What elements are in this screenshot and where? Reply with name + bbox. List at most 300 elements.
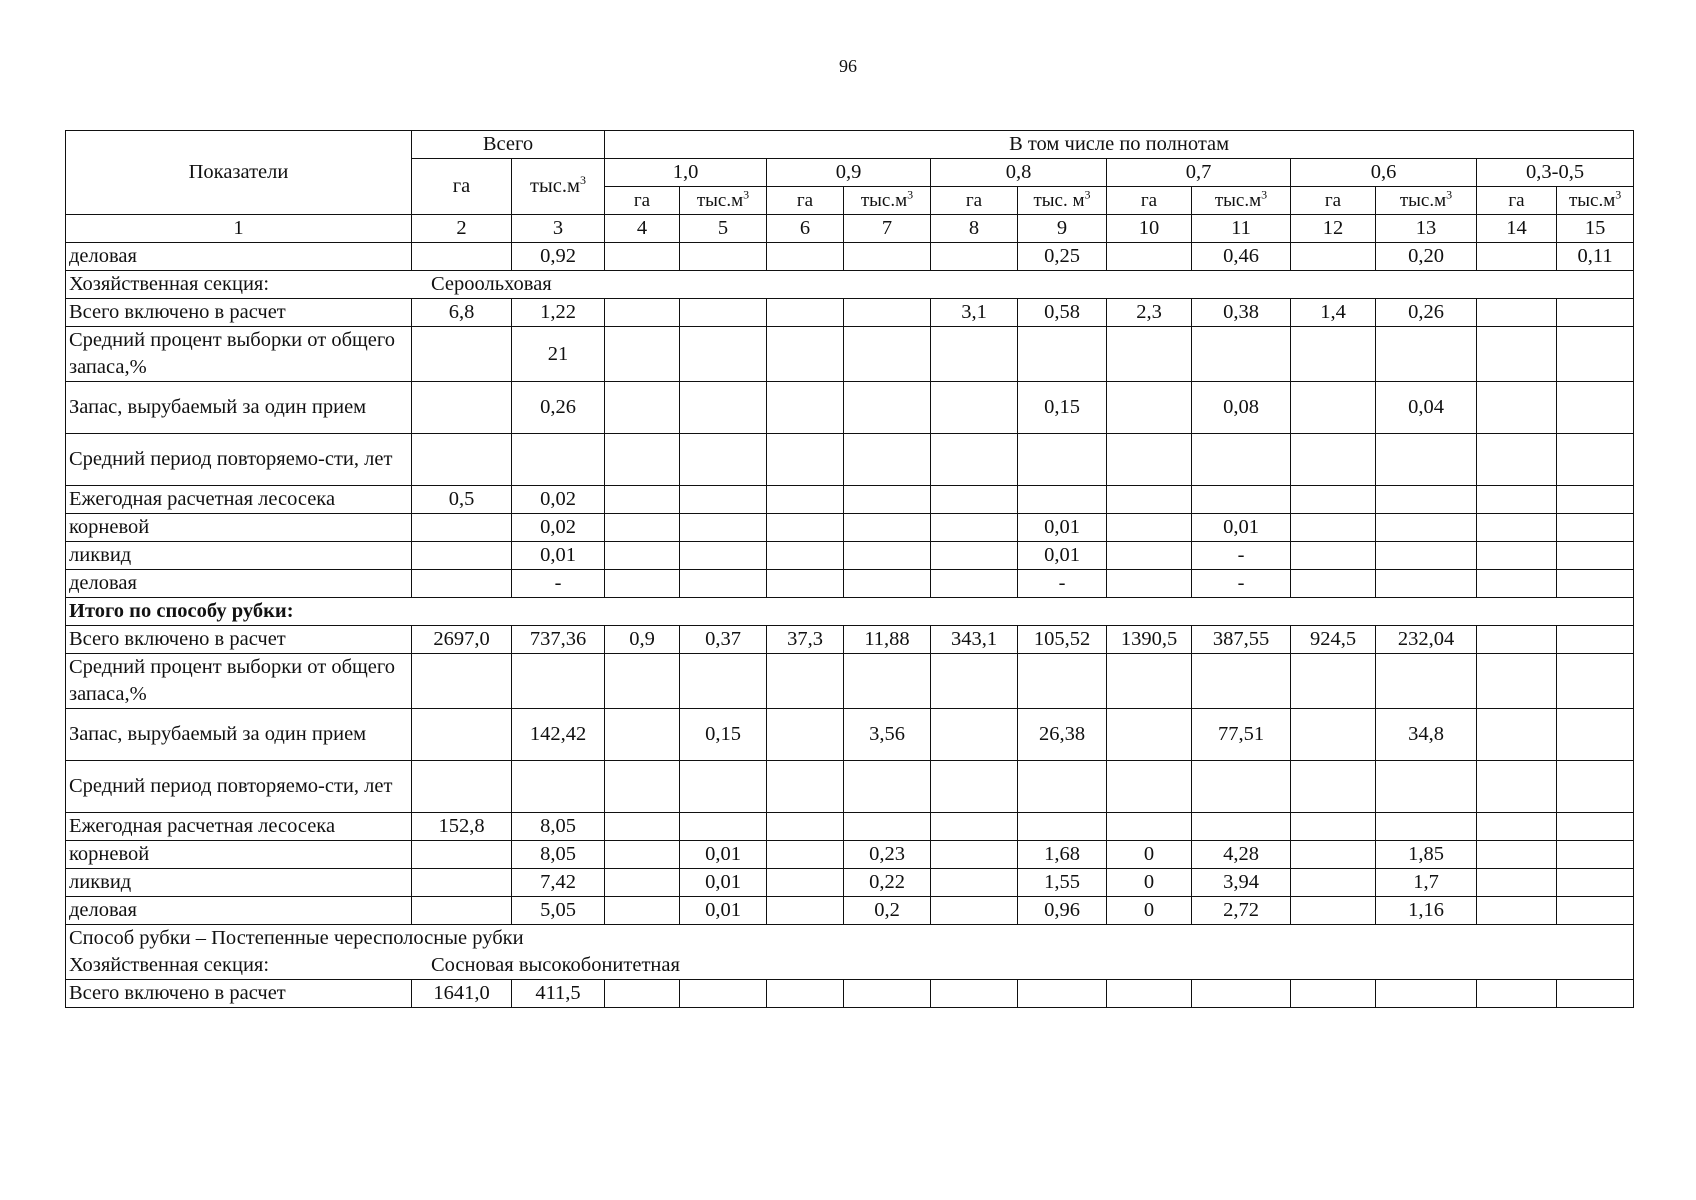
table-cell: [1477, 761, 1557, 813]
table-cell: [767, 813, 844, 841]
table-cell: [1192, 654, 1291, 709]
table-cell: [1018, 980, 1107, 1008]
table-cell: [1107, 980, 1192, 1008]
row-label: ликвид: [66, 542, 412, 570]
table-cell: 2,72: [1192, 897, 1291, 925]
table-cell: [605, 486, 680, 514]
table-cell: [605, 327, 680, 382]
table-cell: [412, 382, 512, 434]
table-cell: 142,42: [512, 709, 605, 761]
table-row: [66, 327, 1634, 382]
table-cell: [1107, 813, 1192, 841]
table-cell: [844, 813, 931, 841]
table-row: [66, 626, 1634, 654]
table-cell: [605, 761, 680, 813]
table-cell: 6,8: [412, 299, 512, 327]
table-cell: 1,68: [1018, 841, 1107, 869]
table-cell: [605, 813, 680, 841]
table-row: [66, 813, 1634, 841]
row-label: Всего включено в расчет: [66, 980, 412, 1008]
table-cell: [412, 434, 512, 486]
header-unit-ha: га: [605, 187, 680, 215]
table-cell: [931, 980, 1018, 1008]
table-cell: [1291, 869, 1376, 897]
table-row: [66, 709, 1634, 761]
section-label: Хозяйственная секция:: [69, 273, 270, 295]
row-label: Ежегодная расчетная лесосека: [66, 813, 412, 841]
table-cell: [931, 382, 1018, 434]
table-cell: [412, 709, 512, 761]
table-cell: [1192, 486, 1291, 514]
table-cell: 0,2: [844, 897, 931, 925]
table-cell: 0,02: [512, 486, 605, 514]
table-cell: [1291, 897, 1376, 925]
table-cell: 0,01: [680, 841, 767, 869]
table-cell: 8,05: [512, 813, 605, 841]
table-cell: [1557, 813, 1634, 841]
table-cell: [844, 514, 931, 542]
table-cell: [1291, 514, 1376, 542]
table-cell: 0,58: [1018, 299, 1107, 327]
header-unit-m3-sup: 3: [1615, 187, 1622, 202]
table-cell: 1,4: [1291, 299, 1376, 327]
table-cell: [1107, 542, 1192, 570]
row-label: деловая: [66, 243, 412, 271]
table-cell: [931, 869, 1018, 897]
table-cell: [1291, 382, 1376, 434]
table-cell: [680, 570, 767, 598]
table-cell: 1,16: [1376, 897, 1477, 925]
table-cell: [844, 434, 931, 486]
table-cell: 0,15: [1018, 382, 1107, 434]
column-number: 7: [844, 215, 931, 243]
table-cell: [1477, 654, 1557, 709]
table-cell: 0,26: [1376, 299, 1477, 327]
table-cell: [680, 514, 767, 542]
table-cell: 152,8: [412, 813, 512, 841]
table-cell: 2697,0: [412, 626, 512, 654]
table-cell: [1477, 299, 1557, 327]
table-cell: [1477, 897, 1557, 925]
table-cell: 0: [1107, 897, 1192, 925]
row-label: Всего включено в расчет: [66, 626, 412, 654]
header-unit-m3-text: тыс.м: [696, 190, 744, 211]
header-unit-m3-text: тыс.м: [860, 190, 908, 211]
table-cell: [680, 980, 767, 1008]
table-cell: -: [1018, 570, 1107, 598]
table-cell: 411,5: [512, 980, 605, 1008]
table-cell: [767, 542, 844, 570]
row-label: корневой: [66, 841, 412, 869]
table-cell: [1107, 327, 1192, 382]
header-by-density: В том числе по полнотам: [605, 131, 1634, 159]
column-number: 12: [1291, 215, 1376, 243]
table-cell: [931, 514, 1018, 542]
table-cell: [412, 654, 512, 709]
table-cell: [412, 761, 512, 813]
table-cell: [1477, 570, 1557, 598]
column-number: 11: [1192, 215, 1291, 243]
table-cell: [1557, 382, 1634, 434]
table-cell: [605, 980, 680, 1008]
header-unit-ha: га: [1107, 187, 1192, 215]
table-cell: [931, 709, 1018, 761]
table-cell: [931, 434, 1018, 486]
table-cell: [931, 654, 1018, 709]
table-cell: 0,26: [512, 382, 605, 434]
table-row: [66, 980, 1634, 1008]
table-cell: [1107, 709, 1192, 761]
table-cell: [1291, 434, 1376, 486]
table-cell: [1477, 709, 1557, 761]
table-cell: 3,94: [1192, 869, 1291, 897]
table-cell: [931, 761, 1018, 813]
table-cell: [1291, 654, 1376, 709]
table-cell: [767, 570, 844, 598]
table-cell: [680, 327, 767, 382]
table-cell: [1557, 709, 1634, 761]
column-number: 13: [1376, 215, 1477, 243]
header-unit-m3-text: тыс.м: [1214, 190, 1262, 211]
table-cell: [931, 486, 1018, 514]
table-cell: [1376, 761, 1477, 813]
header-unit-ha: га: [1291, 187, 1376, 215]
header-unit-m3-text: тыс. м: [1033, 190, 1085, 211]
row-label: Запас, вырубаемый за один прием: [66, 709, 412, 761]
table-cell: [1477, 869, 1557, 897]
table-row: [66, 243, 1634, 271]
table-row: [66, 271, 1634, 299]
table-cell: 3,1: [931, 299, 1018, 327]
column-number: 1: [66, 215, 412, 243]
table-cell: 0,22: [844, 869, 931, 897]
table-cell: [1291, 841, 1376, 869]
table-cell: [1557, 514, 1634, 542]
table-row: [66, 925, 1634, 980]
table-cell: [1376, 434, 1477, 486]
table-cell: [1477, 327, 1557, 382]
header-unit-m3-sup: 3: [1446, 187, 1453, 202]
table-cell: 8,05: [512, 841, 605, 869]
header-unit-m3: [680, 187, 767, 215]
table-cell: [844, 243, 931, 271]
table-cell: 0,01: [1018, 514, 1107, 542]
table-cell: [1477, 542, 1557, 570]
table-cell: [680, 299, 767, 327]
table-cell: [844, 327, 931, 382]
table-cell: [605, 570, 680, 598]
table-cell: [1107, 486, 1192, 514]
table-cell: 0,02: [512, 514, 605, 542]
table-cell: 232,04: [1376, 626, 1477, 654]
table-row: [66, 542, 1634, 570]
table-cell: [605, 434, 680, 486]
table-cell: [1477, 243, 1557, 271]
table-cell: [1557, 897, 1634, 925]
table-cell: 0,9: [605, 626, 680, 654]
table-cell: [1376, 813, 1477, 841]
column-number: 6: [767, 215, 844, 243]
header-unit-m3: [1018, 187, 1107, 215]
table-cell: [1192, 813, 1291, 841]
table-cell: -: [1192, 570, 1291, 598]
column-number: 5: [680, 215, 767, 243]
section-row-content: [69, 271, 1630, 298]
table-cell: [931, 841, 1018, 869]
row-label: ликвид: [66, 869, 412, 897]
header-density-2: 0,9: [767, 159, 931, 187]
table-cell: [605, 897, 680, 925]
table-cell: [512, 654, 605, 709]
table-row: [66, 869, 1634, 897]
table-cell: [1477, 514, 1557, 542]
table-cell: [512, 761, 605, 813]
header-total: Всего: [412, 131, 605, 159]
table-cell: [605, 542, 680, 570]
table-cell: 0,01: [680, 869, 767, 897]
table-row: [66, 841, 1634, 869]
table-cell: [844, 980, 931, 1008]
table-cell: 26,38: [1018, 709, 1107, 761]
header-density-6: 0,3-0,5: [1477, 159, 1634, 187]
table-cell: [1107, 514, 1192, 542]
table-cell: [767, 869, 844, 897]
header-unit-ha: га: [767, 187, 844, 215]
table-row: [66, 897, 1634, 925]
table-cell: [1376, 514, 1477, 542]
table-cell: [680, 486, 767, 514]
cutting-table: [65, 130, 1634, 1008]
table-cell: 0,46: [1192, 243, 1291, 271]
table-cell: [1291, 980, 1376, 1008]
table-cell: [1291, 486, 1376, 514]
method-row: [66, 925, 1634, 980]
table-cell: 1,55: [1018, 869, 1107, 897]
table-cell: [1557, 299, 1634, 327]
column-number: 10: [1107, 215, 1192, 243]
table-cell: [1557, 486, 1634, 514]
table-cell: 34,8: [1376, 709, 1477, 761]
table-cell: 4,28: [1192, 841, 1291, 869]
table-cell: 21: [512, 327, 605, 382]
header-indicators: Показатели: [66, 131, 412, 215]
table-cell: 0,11: [1557, 243, 1634, 271]
table-cell: 11,88: [844, 626, 931, 654]
row-label: Средний процент выборки от общего запаса,%: [66, 654, 412, 709]
table-cell: [931, 897, 1018, 925]
table-cell: [1291, 813, 1376, 841]
table-cell: [1557, 761, 1634, 813]
table-cell: 0,23: [844, 841, 931, 869]
table-cell: [412, 327, 512, 382]
table-cell: [931, 570, 1018, 598]
table-cell: [680, 654, 767, 709]
table-cell: 0: [1107, 869, 1192, 897]
table-cell: 387,55: [1192, 626, 1291, 654]
table-cell: 7,42: [512, 869, 605, 897]
table-row: [66, 598, 1634, 626]
header-unit-m3-sup: 3: [1084, 187, 1091, 202]
section-value: Сосновая высокобонитетная: [431, 954, 680, 976]
table-cell: [605, 841, 680, 869]
row-label: Ежегодная расчетная лесосека: [66, 486, 412, 514]
table-cell: [605, 514, 680, 542]
table-cell: 5,05: [512, 897, 605, 925]
table-cell: [1291, 709, 1376, 761]
table-cell: 737,36: [512, 626, 605, 654]
row-label: Средний период повторяемо-сти, лет: [66, 761, 412, 813]
table-cell: 1,7: [1376, 869, 1477, 897]
header-total-ha: га: [412, 159, 512, 215]
table-cell: [1291, 570, 1376, 598]
table-cell: 924,5: [1291, 626, 1376, 654]
table-cell: [1477, 980, 1557, 1008]
table-cell: [1557, 980, 1634, 1008]
row-label: Всего включено в расчет: [66, 299, 412, 327]
table-cell: [1557, 626, 1634, 654]
subtotal-title: Итого по способу рубки:: [66, 598, 1634, 626]
table-cell: [1376, 327, 1477, 382]
table-cell: [1376, 486, 1477, 514]
section-row: [66, 271, 1634, 299]
table-cell: 3,56: [844, 709, 931, 761]
table-cell: [1477, 382, 1557, 434]
table-cell: 0,25: [1018, 243, 1107, 271]
table-cell: [767, 486, 844, 514]
table-cell: [1376, 570, 1477, 598]
table-cell: [1107, 434, 1192, 486]
table-cell: [1107, 382, 1192, 434]
table-cell: [1557, 327, 1634, 382]
table-cell: [1018, 654, 1107, 709]
table-cell: 0: [1107, 841, 1192, 869]
table-cell: [1192, 761, 1291, 813]
table-cell: [680, 434, 767, 486]
table-cell: [1477, 813, 1557, 841]
header-unit-ha: га: [931, 187, 1018, 215]
table-cell: [931, 813, 1018, 841]
row-label: Средний процент выборки от общего запаса,%: [66, 327, 412, 382]
page-number: 96: [839, 56, 857, 76]
table-cell: [1192, 980, 1291, 1008]
header-unit-m3-text: тыс.м: [1568, 190, 1616, 211]
row-label: деловая: [66, 897, 412, 925]
table-row: [66, 654, 1634, 709]
cutting-method: Способ рубки – Постепенные чересполосные рубки: [69, 927, 524, 949]
table-cell: 0,01: [512, 542, 605, 570]
header-unit-m3: [1192, 187, 1291, 215]
table-cell: 1,22: [512, 299, 605, 327]
table-cell: [1018, 813, 1107, 841]
header-unit-m3: [844, 187, 931, 215]
table-cell: [412, 869, 512, 897]
table-cell: [1291, 542, 1376, 570]
table-cell: 0,04: [1376, 382, 1477, 434]
header-unit-ha: га: [1477, 187, 1557, 215]
header-density-3: 0,8: [931, 159, 1107, 187]
table-cell: 0,01: [1192, 514, 1291, 542]
column-number: 15: [1557, 215, 1634, 243]
table-cell: -: [512, 570, 605, 598]
row-label: Средний период повторяемо-сти, лет: [66, 434, 412, 486]
table-cell: -: [1192, 542, 1291, 570]
table-cell: 0,08: [1192, 382, 1291, 434]
header-density-4: 0,7: [1107, 159, 1291, 187]
table-cell: [605, 299, 680, 327]
table-cell: 1,85: [1376, 841, 1477, 869]
table-cell: [1376, 654, 1477, 709]
table-cell: 37,3: [767, 626, 844, 654]
table-cell: 0,01: [680, 897, 767, 925]
table-cell: [767, 514, 844, 542]
table-row: [66, 299, 1634, 327]
table-cell: [1557, 869, 1634, 897]
table-cell: 343,1: [931, 626, 1018, 654]
table-cell: [844, 570, 931, 598]
table-cell: [680, 761, 767, 813]
table-row: [66, 434, 1634, 486]
section-value: Сероольховая: [431, 273, 552, 295]
column-number: 2: [412, 215, 512, 243]
row-label: Запас, вырубаемый за один прием: [66, 382, 412, 434]
table-cell: [680, 813, 767, 841]
table-cell: [605, 654, 680, 709]
table-row: [66, 761, 1634, 813]
table-cell: [605, 382, 680, 434]
table-cell: [412, 243, 512, 271]
table-cell: [412, 841, 512, 869]
table-cell: [1557, 841, 1634, 869]
table-cell: [412, 542, 512, 570]
table-cell: [605, 869, 680, 897]
table-cell: [844, 761, 931, 813]
table-cell: 0,5: [412, 486, 512, 514]
table-cell: [1107, 243, 1192, 271]
table-cell: [767, 327, 844, 382]
table-cell: [1192, 327, 1291, 382]
table-cell: [767, 382, 844, 434]
table-cell: [1376, 980, 1477, 1008]
table-cell: [767, 299, 844, 327]
table-cell: [931, 542, 1018, 570]
header-unit-m3-sup: 3: [907, 187, 914, 202]
table-cell: [1018, 434, 1107, 486]
table-row: [66, 514, 1634, 542]
table-cell: 0,37: [680, 626, 767, 654]
table-cell: 0,96: [1018, 897, 1107, 925]
table-cell: [680, 542, 767, 570]
table-cell: [1107, 570, 1192, 598]
table-cell: [1107, 654, 1192, 709]
table-cell: [767, 761, 844, 813]
table-cell: [1107, 761, 1192, 813]
table-cell: [767, 897, 844, 925]
table-cell: 2,3: [1107, 299, 1192, 327]
table-cell: [1376, 542, 1477, 570]
table-cell: [767, 841, 844, 869]
section-label: Хозяйственная секция:: [69, 954, 270, 976]
table-cell: [844, 382, 931, 434]
table-cell: [680, 382, 767, 434]
table-cell: [512, 434, 605, 486]
table-cell: [1557, 570, 1634, 598]
table-cell: [931, 327, 1018, 382]
table-cell: 105,52: [1018, 626, 1107, 654]
table-cell: [844, 486, 931, 514]
table-cell: [1557, 542, 1634, 570]
table-cell: 0,38: [1192, 299, 1291, 327]
table-cell: [1291, 327, 1376, 382]
